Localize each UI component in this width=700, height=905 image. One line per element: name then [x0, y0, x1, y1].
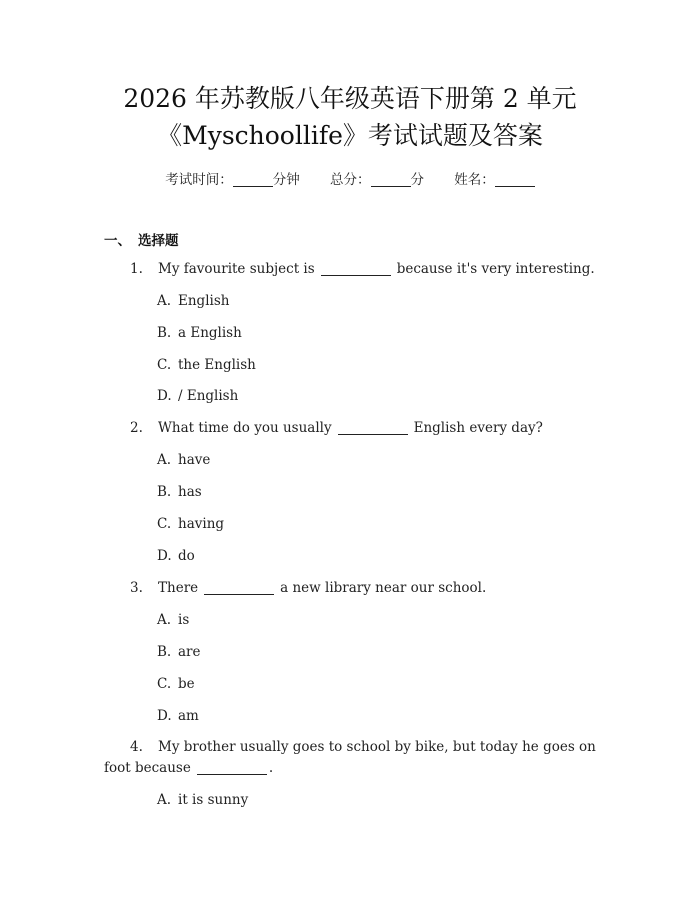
option-text: a English — [178, 325, 242, 341]
question-4-stem — [104, 737, 600, 779]
option-text: having — [178, 516, 225, 532]
option-letter: B. — [157, 484, 172, 500]
option-item — [157, 642, 201, 663]
option-text: has — [178, 484, 202, 500]
option-letter: C. — [157, 676, 172, 692]
student-name-label: 姓名： — [454, 172, 495, 188]
option-letter: D. — [157, 548, 172, 564]
section-title: 选择题 — [138, 233, 179, 249]
answer-blank — [197, 760, 267, 775]
question-text-before: What time do you usually — [158, 420, 332, 436]
exam-title-line-2: 《Myschoollife》考试试题及答案 — [157, 121, 543, 150]
option-item — [157, 706, 199, 727]
question-number: 1. — [130, 261, 143, 277]
answer-blank — [338, 420, 408, 435]
option-item — [157, 546, 195, 567]
question-text-after: . — [268, 760, 274, 776]
option-item — [157, 355, 256, 376]
question-1-stem — [104, 259, 604, 280]
question-2-stem — [104, 418, 604, 439]
option-text: have — [178, 452, 211, 468]
option-text: the English — [178, 357, 256, 373]
student-name-blank — [495, 172, 535, 187]
option-text: / English — [178, 388, 239, 404]
question-4-line-1 — [104, 737, 600, 758]
exam-time-label: 考试时间： — [165, 172, 233, 188]
option-text: do — [178, 548, 195, 564]
option-item — [157, 790, 248, 811]
section-number: 一、 — [104, 233, 131, 249]
option-letter: B. — [157, 644, 172, 660]
total-score-label: 总分： — [330, 172, 371, 188]
total-score-field — [330, 168, 424, 188]
question-text-after: English every day? — [413, 420, 543, 436]
exam-time-blank — [233, 172, 273, 187]
exam-time-unit: 分钟 — [272, 172, 300, 188]
total-score-unit: 分 — [410, 172, 424, 188]
question-text-after: a new library near our school. — [280, 580, 487, 596]
student-name-field — [454, 168, 535, 188]
option-letter: A. — [157, 452, 172, 468]
option-item — [157, 514, 224, 535]
exam-info-bar — [0, 168, 700, 188]
total-score-blank — [371, 172, 411, 187]
option-text: am — [178, 708, 199, 724]
question-number: 2. — [130, 420, 143, 436]
option-item — [157, 291, 229, 312]
option-item — [157, 610, 189, 631]
option-letter: B. — [157, 325, 172, 341]
exam-title-line-1: 2026 年苏教版八年级英语下册第 2 单元 — [123, 84, 577, 113]
option-letter: C. — [157, 357, 172, 373]
exam-time-field — [165, 168, 300, 188]
option-item — [157, 674, 195, 695]
option-letter: A. — [157, 792, 172, 808]
question-4-line-2 — [104, 758, 600, 779]
question-number: 4. — [130, 739, 143, 755]
option-letter: A. — [157, 612, 172, 628]
option-item — [157, 482, 202, 503]
option-letter: D. — [157, 708, 172, 724]
option-letter: D. — [157, 388, 172, 404]
option-item — [157, 323, 242, 344]
question-text-line-1: My brother usually goes to school by bike, but today he goes on — [158, 739, 596, 755]
question-text-after: because it's very interesting. — [396, 261, 595, 277]
option-item — [157, 450, 210, 471]
question-3-stem — [104, 578, 604, 599]
option-item — [157, 386, 238, 407]
answer-blank — [204, 580, 274, 595]
option-text: English — [178, 293, 230, 309]
answer-blank — [321, 261, 391, 276]
option-letter: A. — [157, 293, 172, 309]
option-text: is — [178, 612, 190, 628]
option-text: it is sunny — [178, 792, 249, 808]
question-number: 3. — [130, 580, 143, 596]
option-text: are — [178, 644, 201, 660]
section-heading — [104, 229, 179, 249]
option-letter: C. — [157, 516, 172, 532]
option-text: be — [178, 676, 195, 692]
question-text-before: There — [158, 580, 199, 596]
question-text-before: My favourite subject is — [158, 261, 315, 277]
question-text-before: foot because — [104, 760, 191, 776]
